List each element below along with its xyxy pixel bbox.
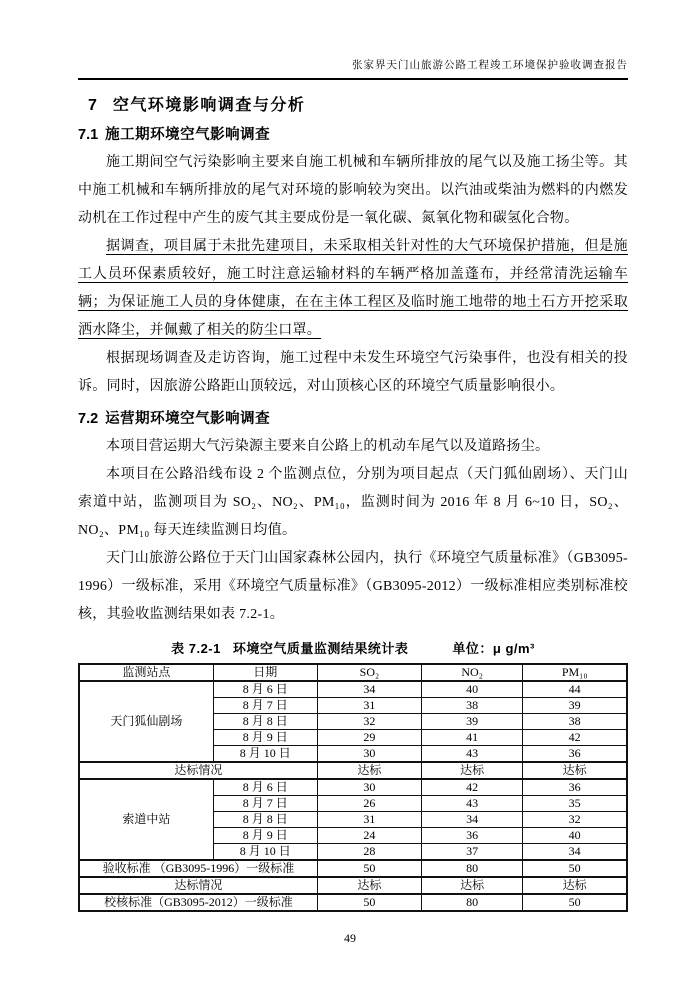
paragraph-standards-applied: 天门山旅游公路位于天门山国家森林公园内，执行《环境空气质量标准》（GB3095-1996）一级标准，采用《环境空气质量标准》（GB3095-2012）一级标准相应类别标准校核，其验收监测结果如表 7.2-1。 <box>78 551 628 622</box>
table-caption <box>78 638 628 657</box>
no2-cell: 43 <box>421 746 522 763</box>
no2-cell: 38 <box>421 698 522 714</box>
pm10-cell: 42 <box>523 730 627 746</box>
column-header-no2: NO₂ <box>421 664 522 681</box>
no2-cell: 34 <box>421 812 522 828</box>
column-header-station: 监测站点 <box>79 664 213 681</box>
date-cell: 8 月 10 日 <box>213 746 317 763</box>
standard-so2-cell: 50 <box>317 894 421 911</box>
date-cell: 8 月 10 日 <box>213 844 317 861</box>
section-7-1-heading <box>78 124 628 146</box>
compliance-pm10-cell: 达标 <box>523 762 627 779</box>
date-cell: 8 月 8 日 <box>213 714 317 730</box>
no2-cell: 42 <box>421 779 522 796</box>
so2-cell: 34 <box>317 681 421 698</box>
page-number: 49 <box>344 931 356 945</box>
date-cell: 8 月 6 日 <box>213 681 317 698</box>
compliance-label-cell: 达标情况 <box>79 762 317 779</box>
report-header-title: 张家界天门山旅游公路工程竣工环境保护验收调查报告 <box>352 60 628 71</box>
standard-pm10-cell: 50 <box>523 894 627 911</box>
section-7-title: 空气环境影响调查与分析 <box>112 97 306 114</box>
date-cell: 8 月 7 日 <box>213 698 317 714</box>
paragraph-construction-emissions: 施工期间空气污染影响主要来自施工机械和车辆所排放的尾气以及施工扬尘等。其中施工机械和车辆所排放的尾气对环境的影响较为突出。以汽油或柴油为燃料的内燃发动机在工作过程中产生的废气其主要成份是一氧化碳、氮氧化物和碳氢化合物。 <box>78 155 628 226</box>
table-caption-title: 环境空气质量监测结果统计表 <box>232 641 409 656</box>
compliance-so2-cell: 达标 <box>317 877 421 894</box>
section-7-2-heading <box>78 408 628 430</box>
pm10-cell: 40 <box>523 828 627 844</box>
station-name-cell: 天门狐仙剧场 <box>79 681 213 762</box>
so2-cell: 31 <box>317 812 421 828</box>
pm10-cell: 36 <box>523 746 627 763</box>
air-quality-monitoring-table <box>78 663 628 912</box>
standard-label-cell: 验收标准 （GB3095-1996）一级标准 <box>79 860 317 877</box>
paragraph-mitigation-measures-underlined: 据调查，项目属于未批先建项目，未采取相关针对性的大气环境保护措施，但是施工人员环保素质较好，施工时注意运输材料的车辆严格加盖蓬布，并经常清洗运输车辆；为保证施工人员的身体健康，在在主体工程区及临时施工地带的地土石方开挖采取洒水降尘，并佩戴了相关的防尘口罩。 <box>78 239 628 338</box>
so2-cell: 29 <box>317 730 421 746</box>
pm10-cell: 44 <box>523 681 627 698</box>
no2-cell: 40 <box>421 681 522 698</box>
page-footer <box>0 931 700 946</box>
compliance-no2-cell: 达标 <box>421 877 522 894</box>
standard-pm10-cell: 50 <box>523 860 627 877</box>
column-header-date: 日期 <box>213 664 317 681</box>
no2-cell: 43 <box>421 796 522 812</box>
so2-cell: 28 <box>317 844 421 861</box>
acceptance-standard-row <box>79 860 627 877</box>
so2-cell: 32 <box>317 714 421 730</box>
section-7-2-number: 7.2 <box>78 411 99 427</box>
no2-cell: 37 <box>421 844 522 861</box>
compliance-pm10-cell: 达标 <box>523 877 627 894</box>
date-cell: 8 月 8 日 <box>213 812 317 828</box>
standard-so2-cell: 50 <box>317 860 421 877</box>
table-row <box>79 681 627 698</box>
pm10-cell: 35 <box>523 796 627 812</box>
section-7-2-title: 运营期环境空气影响调查 <box>105 411 271 427</box>
compliance-so2-cell: 达标 <box>317 762 421 779</box>
compliance-row <box>79 762 627 779</box>
table-caption-unit: 单位：μ g/m³ <box>452 641 535 656</box>
so2-cell: 24 <box>317 828 421 844</box>
compliance-row <box>79 877 627 894</box>
section-7-heading <box>88 95 628 117</box>
so2-cell: 26 <box>317 796 421 812</box>
station-name-cell: 索道中站 <box>79 779 213 860</box>
report-header <box>78 57 628 80</box>
so2-cell: 30 <box>317 746 421 763</box>
table-header-row <box>79 664 627 681</box>
date-cell: 8 月 9 日 <box>213 730 317 746</box>
pm10-cell: 38 <box>523 714 627 730</box>
compliance-no2-cell: 达标 <box>421 762 522 779</box>
pm10-cell: 39 <box>523 698 627 714</box>
section-7-1-number: 7.1 <box>78 127 99 143</box>
no2-cell: 39 <box>421 714 522 730</box>
paragraph-operation-pollution-source: 本项目营运期大气污染源主要来自公路上的机动车尾气以及道路扬尘。 <box>106 439 550 454</box>
standard-label-cell: 校核标准（GB3095-2012）一级标准 <box>79 894 317 911</box>
paragraph-monitoring-setup: 本项目在公路沿线布设 2 个监测点位，分别为项目起点（天门狐仙剧场）、天门山索道中站，监测项目为 SO₂、NO₂、PM₁₀，监测时间为 2016 年 8 月 6~10 日，SO₂、NO₂、PM₁₀ 每天连续监测日均值。 <box>78 467 628 538</box>
compliance-label-cell: 达标情况 <box>79 877 317 894</box>
pm10-cell: 34 <box>523 844 627 861</box>
column-header-so2: SO₂ <box>317 664 421 681</box>
standard-no2-cell: 80 <box>421 860 522 877</box>
date-cell: 8 月 9 日 <box>213 828 317 844</box>
so2-cell: 31 <box>317 698 421 714</box>
no2-cell: 36 <box>421 828 522 844</box>
so2-cell: 30 <box>317 779 421 796</box>
pm10-cell: 32 <box>523 812 627 828</box>
table-caption-label: 表 7.2-1 <box>171 641 221 656</box>
check-standard-row <box>79 894 627 911</box>
section-7-number: 7 <box>88 97 97 114</box>
pm10-cell: 36 <box>523 779 627 796</box>
paragraph-site-survey-result: 根据现场调查及走访咨询，施工过程中未发生环境空气污染事件，也没有相关的投诉。同时，因旅游公路距山顶较远，对山顶核心区的环境空气质量影响很小。 <box>78 351 628 394</box>
no2-cell: 41 <box>421 730 522 746</box>
standard-no2-cell: 80 <box>421 894 522 911</box>
date-cell: 8 月 6 日 <box>213 779 317 796</box>
table-row <box>79 779 627 796</box>
column-header-pm10: PM₁₀ <box>523 664 627 681</box>
date-cell: 8 月 7 日 <box>213 796 317 812</box>
section-7-1-title: 施工期环境空气影响调查 <box>105 127 271 143</box>
